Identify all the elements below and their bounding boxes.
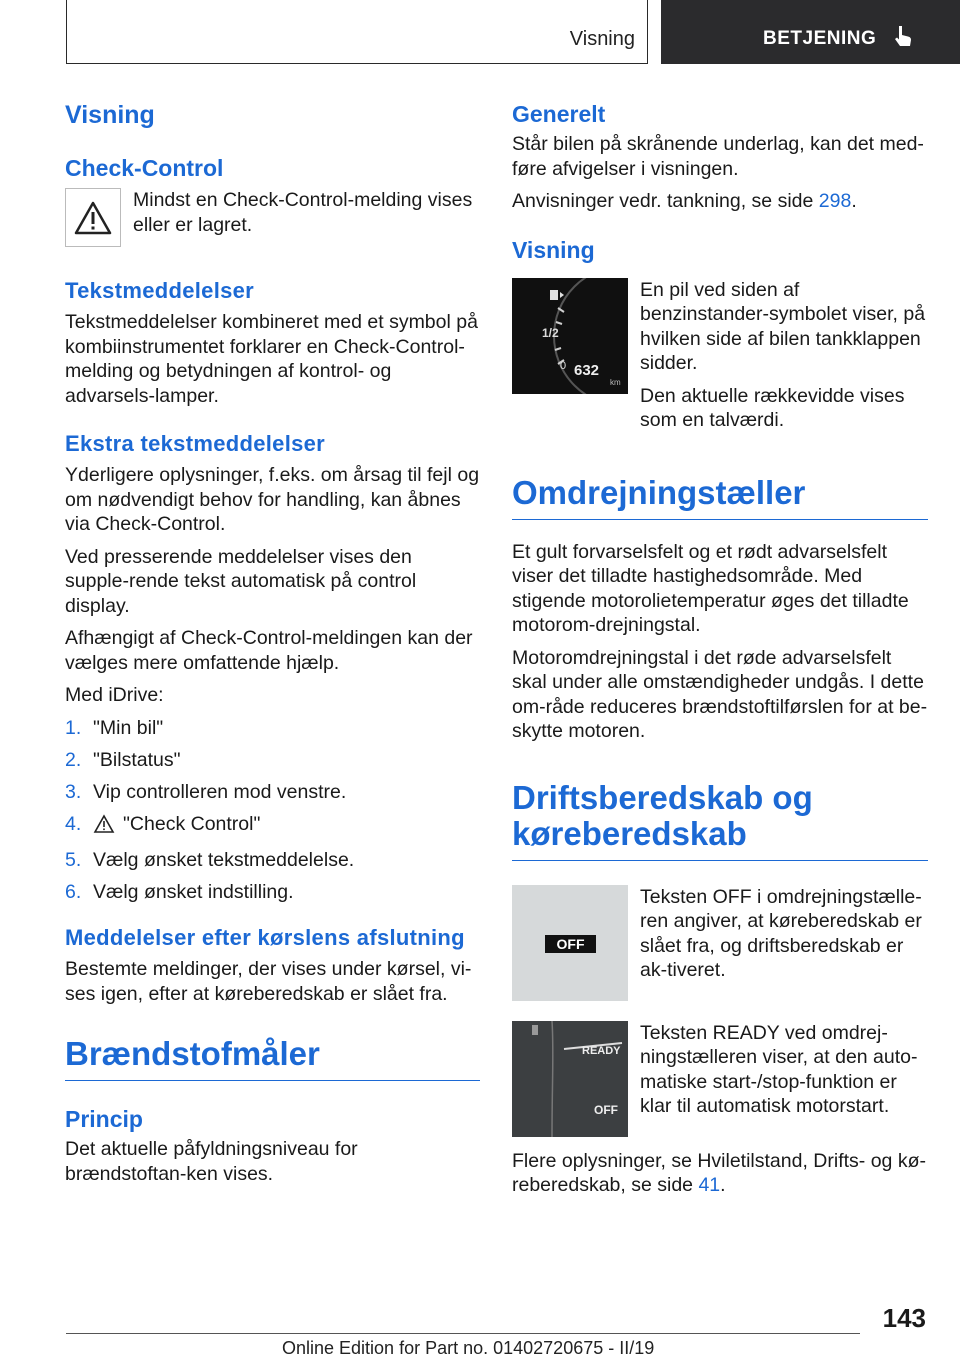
visning-paragraph-2: Den aktuelle rækkevidde vises som en talværdi. [640,384,905,431]
fuel-gauge-image: 1/2 0 632 km [512,278,628,394]
heading-braendstofmaaler: Brændstofmåler [65,1036,480,1081]
generelt-paragraph-1: Står bilen på skrånende underlag, kan det med-føre afvigelser i visningen. [512,133,924,180]
heading-meddelelser: Meddelelser efter kørslens afslutning [65,925,465,950]
heading-generelt: Generelt [512,101,606,127]
omdrejning-paragraph-1: Et gult forvarselsfelt og et rødt advarselsfelt viser det tilladte hastighedsområde. Med stigende motorolietemperatur øges det tilladte motorom-drejningstal. [512,540,909,636]
list-item: 5. Vælg ønsket tekstmeddelelse. [65,848,355,871]
page-number: 143 [882,1303,926,1333]
check-control-text: Mindst en Check-Control-melding vises eller er lagret. [133,189,473,236]
left-column [65,100,480,1186]
tekst-paragraph: Tekstmeddelelser kombineret med et symbol på kombiinstrumentet forklarer en Check-Control-melding og betydningen af kontrol- og advarsels-lamper. [65,311,478,407]
heading-tekstmeddelelser: Tekstmeddelelser [65,278,255,303]
header-chapter-label: BETJENING [763,28,877,49]
page-link-41[interactable]: 41 [698,1174,721,1196]
princip-paragraph: Det aktuelle påfyldningsniveau for brændstoftan-ken vises. [65,1138,358,1185]
off-display-image [512,885,628,1001]
footer-divider [66,1333,860,1334]
meddelelser-paragraph: Bestemte meldinger, der vises under kørsel, vi-ses igen, efter at køreberedskab er slået fra. [65,958,472,1005]
idrive-steps [65,716,480,905]
list-item: 2. "Bilstatus" [65,748,181,771]
ekstra-paragraph-1: Yderligere oplysninger, f.eks. om årsag til fejl og om nødvendigt behov for handling, kan åbnes via Check-Control. [65,464,480,535]
ekstra-paragraph-3: Afhængigt af Check-Control-meldingen kan der vælges mere omfattende hjælp. [65,627,473,674]
right-column [512,100,928,1198]
heading-visning-right: Visning [512,236,595,263]
heading-driftsberedskab: Driftsberedskab og køreberedskab [512,780,928,861]
list-item: 6. Vælg ønsket indstilling. [65,880,294,903]
omdrejning-paragraph-2: Motoromdrejningstal i det røde advarselsfelt skal under alle omstændigheder undgås. I dette om-råde reduceres brændstoftilførslen for at be-skytte motoren. [512,646,928,742]
small-warning-triangle-icon [93,814,115,841]
heading-ekstra: Ekstra tekstmeddelelser [65,431,326,456]
ready-paragraph: Teksten READY ved omdrej-ningstælleren viser, at den auto-matiske start-/stop-funktion er klar til automatisk motorstart. [640,1021,918,1117]
generelt-paragraph-2: Anvisninger vedr. tankning, se side 298. [512,190,857,212]
footer-edition: Online Edition for Part no. 01402720675 - II/19 [282,1338,655,1358]
heading-princip: Princip [65,1106,143,1132]
off-tag: OFF [545,935,596,953]
visning-paragraph-1: En pil ved siden af benzinstander-symbolet viser, på hvilken side af bilen tankklappen sidder. [640,278,926,374]
heading-check-control: Check-Control [65,155,224,181]
off-paragraph: Teksten OFF i omdrejningstælle-ren angiver, at køreberedskab er slået fra, og driftsberedskab er ak-tiveret. [640,885,922,981]
header-section-box [66,0,648,64]
header-chapter-tab [661,0,960,64]
list-item: 1. "Min bil" [65,716,164,739]
page-link-298[interactable]: 298 [818,190,852,212]
ready-display-image: READY OFF [512,1021,628,1137]
pointing-hand-icon [893,24,915,53]
list-item: 3. Vip controlleren mod venstre. [65,780,347,803]
ekstra-paragraph-2: Ved presserende meddelelser vises den supple-rende tekst automatisk på control display. [65,545,417,617]
heading-visning: Visning [65,101,155,129]
ekstra-paragraph-4: Med iDrive: [65,684,164,706]
heading-omdrejningstaeller: Omdrejningstæller [512,475,928,520]
warning-triangle-icon [65,188,121,247]
list-item: 4. "Check Control" [65,812,480,841]
flere-paragraph: Flere oplysninger, se Hviletilstand, Drifts- og kø-reberedskab, se side 41. [512,1149,926,1196]
header-section-title: Visning [569,28,635,50]
